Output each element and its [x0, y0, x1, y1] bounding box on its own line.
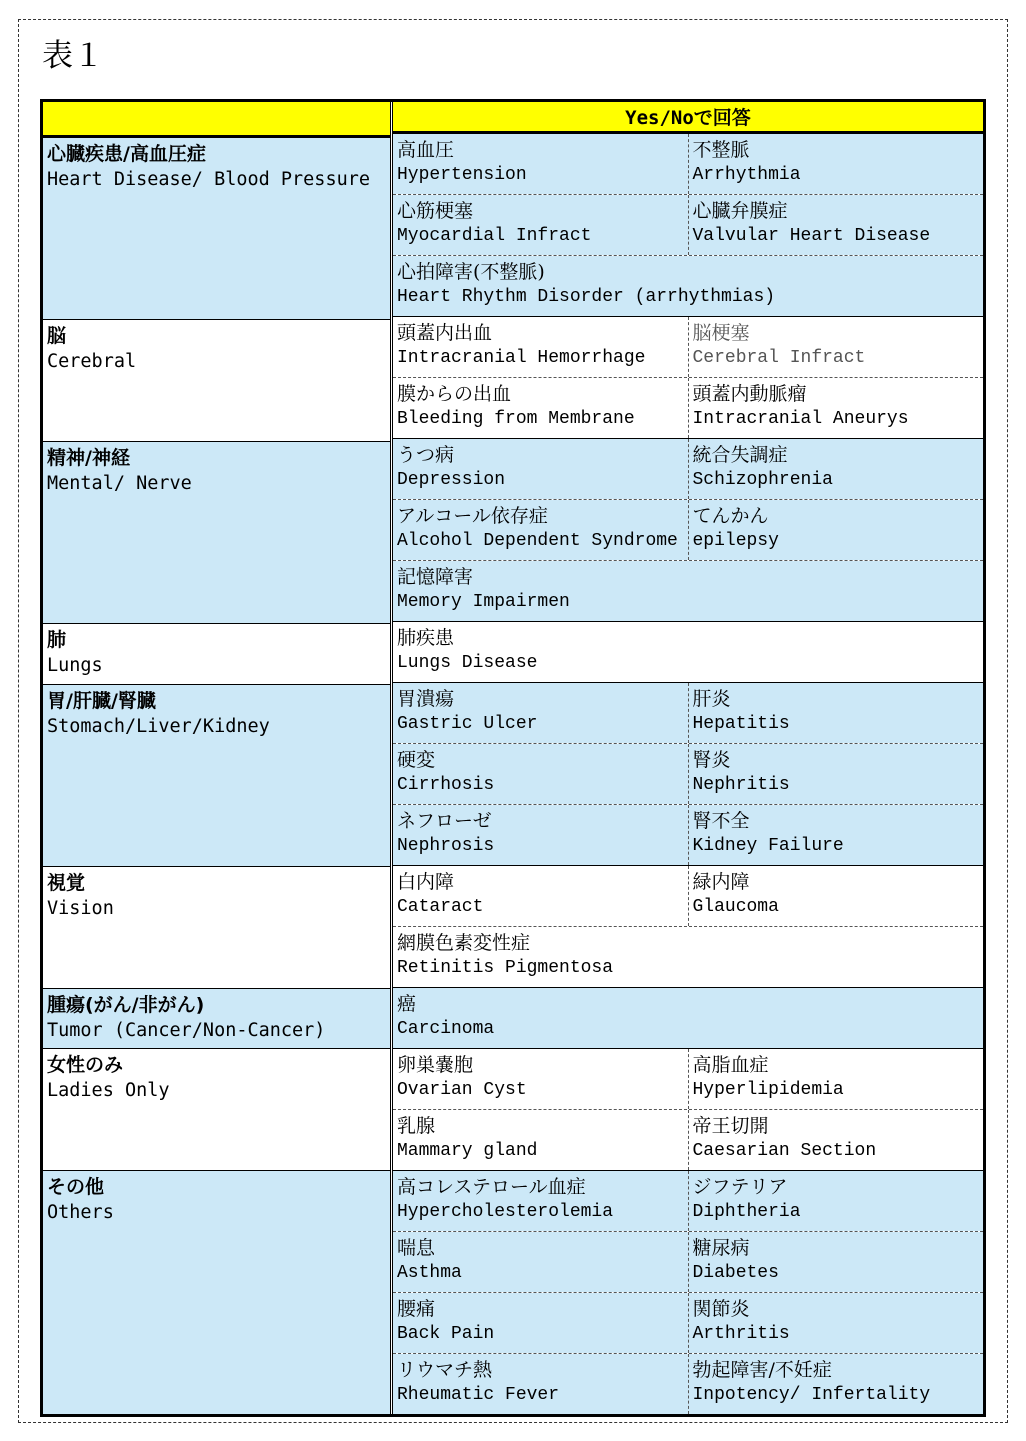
condition-name-en: Cirrhosis	[397, 775, 495, 795]
condition-cell[interactable]	[688, 500, 984, 560]
header-blank-cell	[43, 102, 390, 138]
condition-name-en: Nephrosis	[397, 836, 495, 856]
condition-cell[interactable]	[688, 195, 984, 255]
condition-name-jp: 脳梗塞	[692, 322, 750, 344]
condition-row	[393, 805, 983, 865]
category-cell	[43, 320, 390, 442]
condition-cell[interactable]	[688, 134, 984, 194]
condition-name-jp: 腰痛	[397, 1298, 436, 1320]
condition-name-jp: 不整脈	[692, 139, 750, 161]
condition-cell[interactable]	[393, 988, 983, 1048]
condition-cell[interactable]	[393, 683, 688, 743]
condition-name-en: Depression	[397, 470, 506, 490]
condition-cell[interactable]	[393, 1049, 688, 1109]
condition-row	[393, 500, 983, 561]
condition-name-jp: アルコール依存症	[397, 505, 548, 527]
condition-name-jp: 関節炎	[692, 1298, 750, 1320]
condition-name-en: Hyperlipidemia	[692, 1080, 844, 1100]
condition-name-jp: 緑内障	[692, 871, 750, 893]
condition-name-jp: 勃起障害/不妊症	[692, 1359, 832, 1381]
condition-cell[interactable]	[393, 1293, 688, 1353]
condition-name-jp: 心臓弁膜症	[692, 200, 788, 222]
condition-cell[interactable]	[688, 1354, 984, 1414]
category-label-en: Heart Disease/ Blood Pressure	[47, 168, 371, 190]
condition-group	[393, 1171, 983, 1414]
condition-row	[393, 1293, 983, 1354]
condition-row	[393, 683, 983, 744]
category-label-jp: その他	[47, 1175, 105, 1198]
category-label-jp: 精神/神経	[47, 446, 130, 469]
condition-row	[393, 317, 983, 378]
condition-cell[interactable]	[688, 439, 984, 499]
condition-name-en: Diphtheria	[692, 1202, 801, 1222]
condition-cell[interactable]	[393, 256, 983, 316]
condition-row	[393, 988, 983, 1048]
page-title: 表１	[42, 38, 104, 74]
condition-cell[interactable]	[393, 500, 688, 560]
category-label-en: Lungs	[47, 655, 103, 677]
category-label-en: Tumor (Cancer/Non-Cancer)	[47, 1019, 326, 1041]
condition-row	[393, 378, 983, 438]
condition-name-en: Retinitis Pigmentosa	[397, 958, 614, 978]
condition-cell[interactable]	[393, 378, 688, 438]
condition-group	[393, 134, 983, 317]
condition-name-jp: 高脂血症	[692, 1054, 769, 1076]
condition-name-jp: 高血圧	[397, 139, 455, 161]
conditions-column	[393, 102, 983, 1414]
category-label-en: Stomach/Liver/Kidney	[47, 715, 270, 737]
condition-name-en: Bleeding from Membrane	[397, 409, 635, 429]
condition-name-en: Kidney Failure	[692, 836, 844, 856]
condition-name-jp: 帝王切開	[692, 1115, 769, 1137]
condition-cell[interactable]	[393, 1232, 688, 1292]
condition-row	[393, 1110, 983, 1170]
condition-name-jp: 統合失調症	[692, 444, 788, 466]
category-cell	[43, 989, 390, 1050]
condition-name-jp: 喘息	[397, 1237, 436, 1259]
condition-row	[393, 866, 983, 927]
condition-row	[393, 1354, 983, 1414]
condition-name-jp: てんかん	[692, 505, 769, 527]
condition-name-en: Caesarian Section	[692, 1141, 877, 1161]
category-cell	[43, 442, 390, 624]
condition-group	[393, 866, 983, 988]
condition-name-en: Cataract	[397, 897, 484, 917]
condition-name-en: Mammary gland	[397, 1141, 538, 1161]
category-label-jp: 肺	[47, 629, 67, 652]
category-column	[43, 102, 393, 1414]
condition-name-jp: 高コレステロール血症	[397, 1176, 586, 1198]
condition-name-en: Valvular Heart Disease	[692, 226, 931, 246]
condition-name-jp: 頭蓋内出血	[397, 322, 493, 344]
condition-name-jp: ネフローゼ	[397, 810, 492, 832]
condition-cell[interactable]	[393, 561, 983, 621]
condition-name-jp: ジフテリア	[692, 1176, 788, 1198]
category-label-jp: 女性のみ	[47, 1054, 124, 1077]
condition-name-jp: 心拍障害(不整脈)	[397, 261, 545, 283]
condition-name-en: Glaucoma	[692, 897, 779, 917]
condition-name-en: Hepatitis	[692, 714, 790, 734]
category-label-en: Ladies Only	[47, 1080, 170, 1102]
condition-cell[interactable]	[393, 1110, 688, 1170]
category-label-en: Vision	[47, 898, 114, 920]
condition-row	[393, 744, 983, 805]
condition-name-en: Myocardial Infract	[397, 226, 592, 246]
condition-row	[393, 622, 983, 682]
category-cell	[43, 685, 390, 867]
condition-group	[393, 988, 983, 1049]
category-cell	[43, 1049, 390, 1171]
condition-cell[interactable]	[688, 1049, 984, 1109]
category-cell	[43, 1171, 390, 1414]
condition-name-jp: 頭蓋内動脈瘤	[692, 383, 807, 405]
category-label-en: Cerebral	[47, 351, 137, 373]
condition-group	[393, 683, 983, 866]
category-cell	[43, 624, 390, 685]
condition-name-en: Intracranial Aneurys	[692, 409, 909, 429]
condition-group	[393, 439, 983, 622]
condition-name-en: Rheumatic Fever	[397, 1385, 560, 1405]
condition-cell[interactable]	[393, 317, 688, 377]
condition-name-en: Hypertension	[397, 165, 527, 185]
condition-name-jp: 腎炎	[692, 749, 731, 771]
condition-name-jp: 癌	[397, 993, 417, 1015]
condition-name-en: Heart Rhythm Disorder (arrhythmias)	[397, 287, 776, 307]
category-label-jp: 腫瘍(がん/非がん)	[47, 993, 205, 1016]
category-label-en: Others	[47, 1201, 114, 1223]
condition-cell[interactable]	[688, 317, 984, 377]
condition-name-jp: うつ病	[397, 444, 455, 466]
condition-cell[interactable]	[688, 1232, 984, 1292]
condition-row	[393, 561, 983, 621]
condition-name-en: Intracranial Hemorrhage	[397, 348, 646, 368]
condition-cell[interactable]	[393, 439, 688, 499]
condition-cell[interactable]	[393, 805, 688, 865]
condition-cell[interactable]	[688, 1171, 984, 1231]
condition-name-jp: 記憶障害	[397, 566, 474, 588]
condition-row	[393, 927, 983, 987]
condition-cell[interactable]	[393, 927, 983, 987]
condition-name-jp: 網膜色素変性症	[397, 932, 531, 954]
condition-row	[393, 134, 983, 195]
condition-row	[393, 1232, 983, 1293]
condition-name-jp: 乳腺	[397, 1115, 436, 1137]
category-label-en: Mental/ Nerve	[47, 472, 192, 494]
condition-name-en: Alcohol Dependent Syndrome	[397, 531, 678, 551]
condition-cell[interactable]	[688, 1293, 984, 1353]
condition-cell[interactable]	[393, 622, 983, 682]
condition-name-en: Cerebral Infract	[692, 348, 866, 368]
condition-cell[interactable]	[688, 1110, 984, 1170]
condition-name-jp: 肝炎	[692, 688, 731, 710]
condition-row	[393, 256, 983, 316]
condition-name-jp: 糖尿病	[692, 1237, 750, 1259]
condition-table	[40, 99, 986, 1417]
condition-cell[interactable]	[393, 1171, 688, 1231]
condition-name-jp: 膜からの出血	[397, 383, 512, 405]
category-cell	[43, 867, 390, 989]
condition-name-en: Gastric Ulcer	[397, 714, 538, 734]
condition-name-jp: 白内障	[397, 871, 455, 893]
condition-name-jp: 肺疾患	[397, 627, 455, 649]
condition-cell[interactable]	[393, 744, 688, 804]
condition-name-jp: 硬変	[397, 749, 436, 771]
condition-name-en: Carcinoma	[397, 1019, 495, 1039]
category-label-jp: 心臓疾患/高血圧症	[47, 142, 206, 165]
condition-group	[393, 622, 983, 683]
condition-name-en: epilepsy	[692, 531, 779, 551]
condition-cell[interactable]	[688, 744, 984, 804]
condition-row	[393, 195, 983, 256]
category-label-jp: 脳	[47, 325, 67, 348]
answer-header: Yes/Noで回答	[393, 102, 983, 134]
condition-group	[393, 317, 983, 439]
condition-name-en: Inpotency/ Infertality	[692, 1385, 931, 1405]
condition-cell[interactable]	[393, 1354, 688, 1414]
category-label-jp: 胃/肝臓/腎臓	[47, 689, 156, 712]
condition-cell[interactable]	[393, 134, 688, 194]
condition-name-en: Lungs Disease	[397, 653, 538, 673]
category-cell	[43, 138, 390, 320]
condition-cell[interactable]	[393, 866, 688, 926]
condition-name-jp: 腎不全	[692, 810, 750, 832]
condition-group	[393, 1049, 983, 1171]
condition-cell[interactable]	[688, 378, 984, 438]
condition-name-en: Diabetes	[692, 1263, 779, 1283]
condition-name-en: Schizophrenia	[692, 470, 833, 490]
condition-name-jp: 胃潰瘍	[397, 688, 455, 710]
condition-name-en: Back Pain	[397, 1324, 495, 1344]
condition-name-jp: 卵巣嚢胞	[397, 1054, 474, 1076]
condition-cell[interactable]	[688, 805, 984, 865]
condition-name-en: Hypercholesterolemia	[397, 1202, 614, 1222]
condition-row	[393, 439, 983, 500]
condition-cell[interactable]	[688, 683, 984, 743]
condition-name-en: Arthritis	[692, 1324, 790, 1344]
condition-name-jp: リウマチ熱	[397, 1359, 493, 1381]
condition-name-en: Memory Impairmen	[397, 592, 570, 612]
condition-name-en: Nephritis	[692, 775, 790, 795]
condition-name-en: Arrhythmia	[692, 165, 801, 185]
condition-name-en: Asthma	[397, 1263, 462, 1283]
condition-row	[393, 1171, 983, 1232]
condition-name-jp: 心筋梗塞	[397, 200, 474, 222]
condition-row	[393, 1049, 983, 1110]
condition-cell[interactable]	[688, 866, 984, 926]
condition-name-en: Ovarian Cyst	[397, 1080, 527, 1100]
category-label-jp: 視覚	[47, 872, 86, 895]
condition-cell[interactable]	[393, 195, 688, 255]
